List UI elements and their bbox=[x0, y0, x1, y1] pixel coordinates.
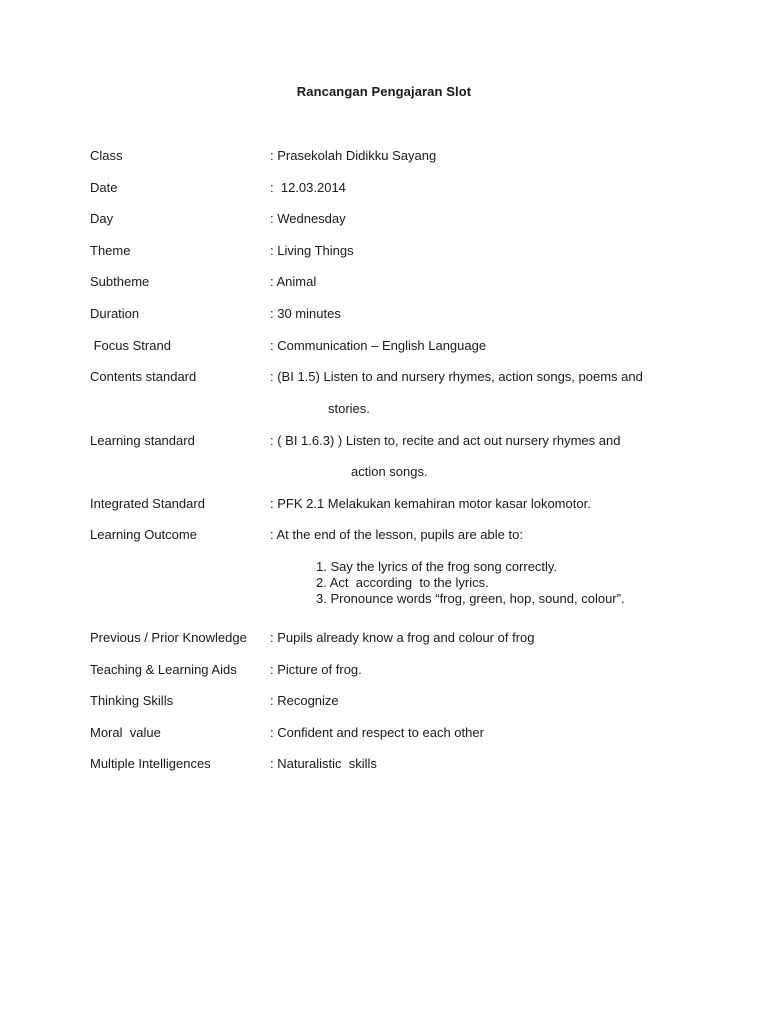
row-label-theme: Theme bbox=[90, 243, 131, 258]
row-label-day: Day bbox=[90, 211, 114, 226]
row-value-prior-knowledge: : Pupils already know a frog and colour of frog bbox=[270, 630, 535, 645]
row-label-learning-standard: Learning standard bbox=[90, 433, 195, 448]
learning-outcome-item: 2. Act according to the lyrics. bbox=[316, 575, 489, 590]
row-label-duration: Duration bbox=[90, 306, 140, 321]
row-label-moral-value: Moral value bbox=[90, 725, 161, 740]
row-continuation-learning-standard: action songs. bbox=[351, 464, 428, 479]
row-value-focus-strand: : Communication – English Language bbox=[270, 338, 487, 353]
row-label-thinking-skills: Thinking Skills bbox=[90, 693, 174, 708]
row-value-teaching-aids: : Picture of frog. bbox=[270, 662, 362, 677]
row-value-subtheme: : Animal bbox=[270, 274, 317, 289]
row-value-learning-standard: : ( BI 1.6.3) ) Listen to, recite and act out nursery rhymes and bbox=[270, 433, 621, 448]
row-value-integrated-standard: : PFK 2.1 Melakukan kemahiran motor kasar lokomotor. bbox=[270, 496, 591, 511]
row-value-thinking-skills: : Recognize bbox=[270, 693, 339, 708]
row-value-learning-outcome: : At the end of the lesson, pupils are able to: bbox=[270, 527, 523, 542]
row-label-prior-knowledge: Previous / Prior Knowledge bbox=[90, 630, 247, 645]
row-label-contents-standard: Contents standard bbox=[90, 369, 197, 384]
row-value-multiple-intelligences: : Naturalistic skills bbox=[270, 756, 377, 771]
row-label-integrated-standard: Integrated Standard bbox=[90, 496, 205, 511]
row-value-moral-value: : Confident and respect to each other bbox=[270, 725, 484, 740]
row-value-day: : Wednesday bbox=[270, 211, 346, 226]
document-title: Rancangan Pengajaran Slot bbox=[296, 84, 472, 99]
row-label-learning-outcome: Learning Outcome bbox=[90, 527, 197, 542]
row-label-subtheme: Subtheme bbox=[90, 274, 150, 289]
row-value-contents-standard: : (BI 1.5) Listen to and nursery rhymes, action songs, poems and bbox=[270, 369, 643, 384]
row-label-teaching-aids: Teaching & Learning Aids bbox=[90, 662, 237, 677]
row-label-class: Class bbox=[90, 148, 123, 163]
row-value-duration: : 30 minutes bbox=[270, 306, 341, 321]
learning-outcomes-list bbox=[316, 559, 625, 607]
row-continuation-contents-standard: stories. bbox=[328, 401, 370, 416]
row-value-class: : Prasekolah Didikku Sayang bbox=[270, 148, 437, 163]
row-label-date: Date bbox=[90, 180, 118, 195]
row-label-multiple-intelligences: Multiple Intelligences bbox=[90, 756, 211, 771]
row-label-focus-strand: Focus Strand bbox=[90, 338, 171, 353]
row-value-theme: : Living Things bbox=[270, 243, 354, 258]
row-value-date: : 12.03.2014 bbox=[270, 180, 346, 195]
learning-outcome-item: 3. Pronounce words “frog, green, hop, sound, colour”. bbox=[316, 591, 625, 606]
learning-outcome-item: 1. Say the lyrics of the frog song correctly. bbox=[316, 559, 558, 574]
